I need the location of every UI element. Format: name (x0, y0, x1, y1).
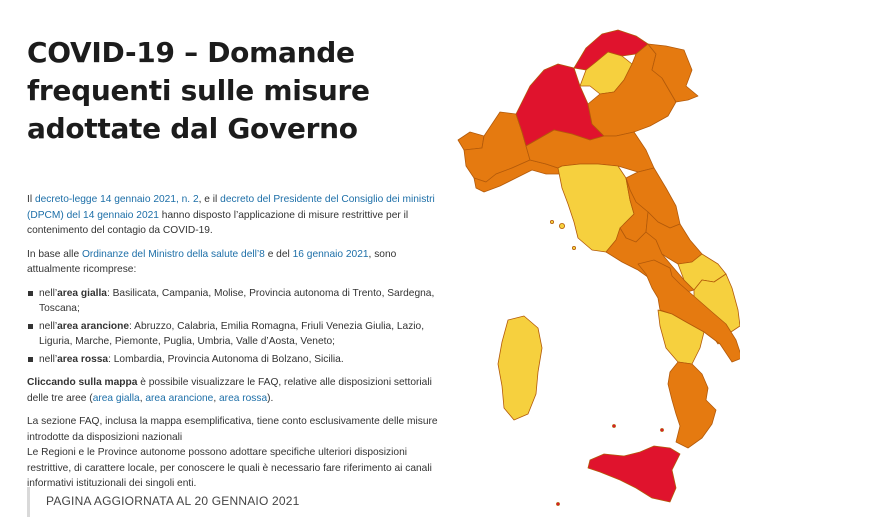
page-content (27, 192, 447, 492)
region-sicilia[interactable] (588, 446, 680, 502)
title-line-2: frequenti sulle misure (27, 74, 370, 107)
intro-paragraph: Il decreto-legge 14 gennaio 2021, n. 2, e il decreto del Presidente del Consiglio dei ministri (DPCM) del 14 gennaio 2021 hanno disposto l’applicazione di misure restrittive per il contenimento del contagio da COVID-19. (27, 194, 435, 236)
page-title (27, 34, 447, 148)
ordinanza-8-link[interactable]: Ordinanze del Ministro della salute dell’8 (81, 248, 265, 260)
island-capraia (550, 220, 553, 223)
intro-column (27, 34, 447, 500)
click-map-note: Cliccando sulla mappa è possibile visualizzare le FAQ, relative alle disposizioni settoriali delle tre aree (area gialla, area arancione, area rossa). (27, 377, 432, 404)
zone-item-rossa: nell’area rossa: Lombardia, Provincia Autonoma di Bolzano, Sicilia. (27, 352, 447, 368)
island-pantelleria (557, 503, 560, 506)
zones-list (27, 286, 447, 368)
region-sardegna[interactable] (498, 316, 542, 420)
ordinanza-16-link[interactable]: 16 gennaio 2021 (292, 248, 369, 260)
area-gialla-link[interactable]: area gialla (92, 392, 140, 404)
island-ustica (613, 425, 616, 428)
area-rossa-link[interactable]: area rossa (219, 392, 268, 404)
title-line-3: adottate dal Governo (27, 112, 358, 145)
island-lipari (661, 429, 664, 432)
zone-item-arancione: nell’area arancione: Abruzzo, Calabria, Emilia Romagna, Friuli Venezia Giulia, Lazio, Liguria, Marche, Piemonte, Puglia, Umbria, Valle d’Aosta, Veneto; (27, 319, 447, 350)
italy-zones-map[interactable] (440, 28, 740, 518)
zone-item-gialla: nell’area gialla: Basilicata, Campania, Molise, Provincia autonoma di Trento, Sardegna, Toscana; (27, 286, 447, 317)
ordinanze-paragraph: In base alle Ordinanze del Ministro della salute dell’8 e del 16 gennaio 2021, sono attualmente ricomprese: (27, 248, 397, 275)
region-calabria[interactable] (668, 362, 716, 448)
decreto-legge-link[interactable]: decreto-legge 14 gennaio 2021, n. 2 (34, 194, 199, 205)
area-arancione-link[interactable]: area arancione (145, 392, 214, 404)
title-line-1: COVID-19 – Domande (27, 36, 355, 69)
island-giglio (572, 246, 575, 249)
dpcm-link[interactable]: decreto del Presidente del Consiglio dei ministri (DPCM) del 14 gennaio 2021 (27, 194, 435, 221)
faq-note: La sezione FAQ, inclusa la mappa esemplificativa, tiene conto esclusivamente delle misure introdotte da disposizioni nazionali Le Regioni e le Province autonome possono adottare specifiche ulteriori disposizioni restrittive, di carattere locale, per conoscere le quali è necessario fare riferimento ai canali informativi istituzionali dei singoli enti. (27, 416, 438, 489)
region-valle-daosta[interactable] (458, 132, 484, 150)
island-elba (559, 223, 564, 228)
last-updated-notice: PAGINA AGGIORNATA AL 20 GENNAIO 2021 (27, 487, 447, 517)
